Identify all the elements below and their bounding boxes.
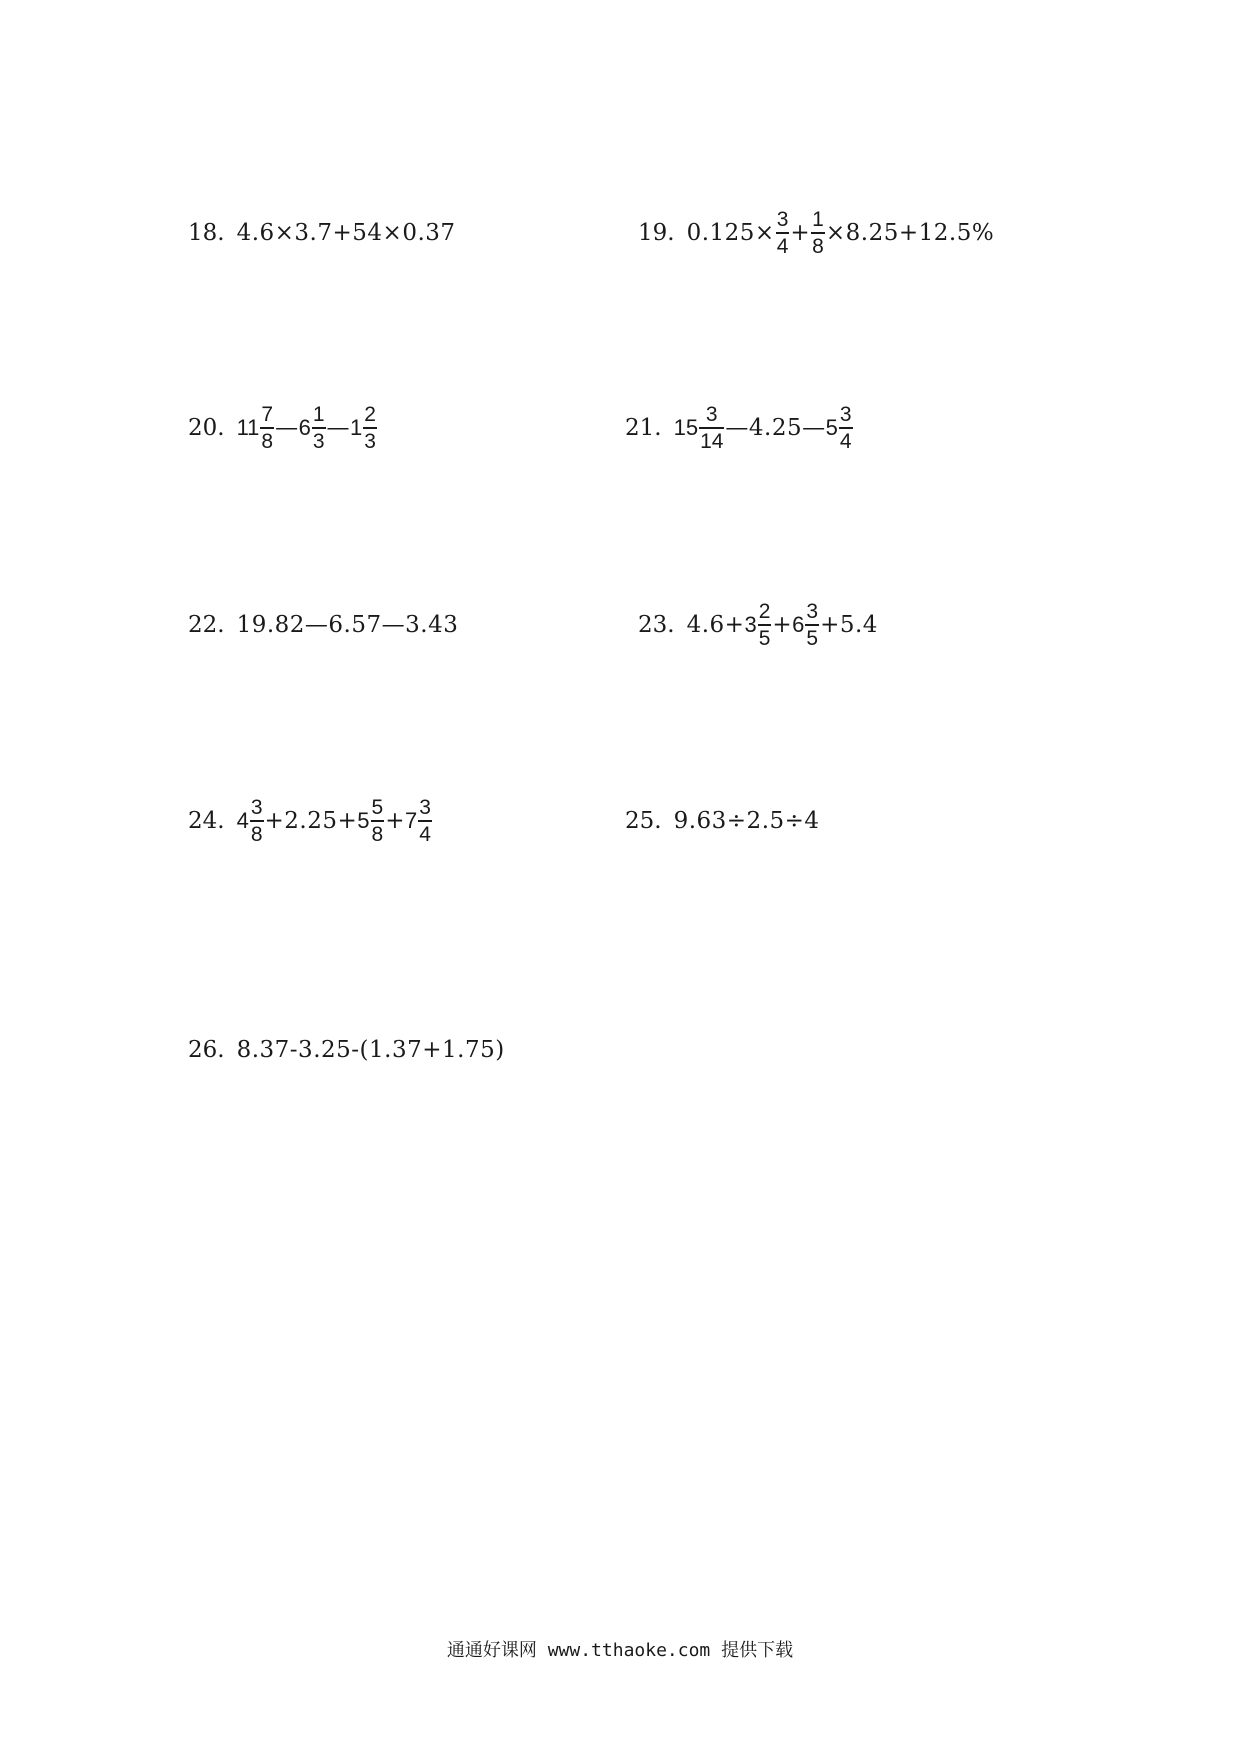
fraction-denominator: 3	[312, 427, 326, 452]
mixed-number-whole: 4	[236, 808, 249, 833]
expression-text: +5.4	[820, 611, 878, 638]
expression-text: 4.6+	[686, 611, 745, 638]
fraction-numerator: 1	[312, 403, 325, 426]
fraction	[371, 797, 385, 845]
fraction-denominator: 5	[758, 624, 772, 649]
footer-credit: 通通好课网 www.tthaoke.com 提供下载	[446, 1640, 794, 1661]
fraction	[250, 797, 264, 845]
fraction-numerator: 7	[261, 403, 274, 426]
expression-text: +2.25+	[264, 807, 358, 834]
problem-25	[625, 791, 820, 851]
expression-text: 0.125×	[686, 219, 775, 246]
fraction-denominator: 4	[418, 820, 432, 845]
math-expression	[673, 807, 820, 834]
expression-text: —	[326, 414, 351, 441]
fraction-denominator: 4	[776, 232, 790, 257]
problem-number: 19.	[638, 219, 675, 246]
problem-number: 20.	[188, 414, 225, 441]
mixed-number-whole: 6	[298, 415, 311, 440]
expression-text: 4.6×3.7+54×0.37	[236, 219, 456, 246]
problem-number: 23.	[638, 611, 675, 638]
problem-number: 18.	[188, 219, 225, 246]
fraction-numerator: 3	[839, 403, 852, 426]
mixed-number-whole: 6	[792, 612, 805, 637]
expression-text: —4.25—	[725, 414, 826, 441]
fraction-numerator: 3	[419, 796, 431, 819]
math-expression	[236, 1036, 505, 1063]
fraction-numerator: 3	[705, 403, 718, 426]
math-expression	[237, 404, 378, 452]
mixed-number-whole: 5	[357, 808, 370, 833]
mixed-number-whole: 5	[825, 415, 838, 440]
math-expression	[237, 797, 433, 845]
problem-number: 26.	[188, 1036, 225, 1063]
problem-24	[188, 791, 433, 851]
fraction-denominator: 8	[250, 820, 264, 845]
fraction-numerator: 2	[364, 403, 376, 426]
expression-text: —	[275, 414, 299, 441]
fraction-numerator: 1	[812, 208, 824, 231]
problem-22	[188, 595, 458, 655]
problem-19	[638, 203, 994, 263]
problem-23	[638, 595, 878, 655]
problem-18	[188, 203, 456, 263]
mixed-number-whole: 7	[405, 808, 418, 833]
fraction-denominator: 4	[839, 427, 853, 452]
fraction-denominator: 8	[260, 427, 274, 452]
expression-text: +	[385, 807, 405, 834]
expression-text: +	[790, 219, 811, 246]
fraction	[363, 404, 377, 452]
expression-text: 8.37-3.25-(1.37+1.75)	[236, 1036, 505, 1063]
problem-26	[188, 1020, 505, 1080]
fraction-numerator: 3	[776, 208, 789, 231]
mixed-number-whole: 3	[744, 612, 757, 637]
problem-21	[625, 398, 854, 458]
fraction	[811, 209, 825, 257]
problem-number: 24.	[188, 807, 225, 834]
expression-text: 19.82—6.57—3.43	[236, 611, 459, 638]
fraction-denominator: 8	[811, 232, 825, 257]
fraction-numerator: 2	[758, 600, 771, 623]
problem-number: 22.	[188, 611, 225, 638]
fraction-denominator: 5	[805, 624, 819, 649]
fraction	[312, 404, 326, 452]
math-expression	[236, 611, 459, 638]
fraction	[260, 404, 274, 452]
mixed-number-whole: 11	[236, 415, 260, 440]
expression-text: +	[772, 611, 793, 638]
fraction-numerator: 3	[806, 600, 819, 623]
fraction	[418, 797, 432, 845]
fraction	[805, 601, 819, 649]
fraction-denominator: 14	[699, 427, 724, 452]
mixed-number-whole: 1	[350, 415, 363, 440]
fraction	[758, 601, 772, 649]
fraction-numerator: 5	[371, 796, 384, 819]
fraction	[699, 404, 724, 452]
fraction-denominator: 8	[371, 820, 385, 845]
fraction-numerator: 3	[250, 796, 263, 819]
problem-number: 25.	[625, 807, 662, 834]
fraction	[776, 209, 790, 257]
math-expression	[687, 209, 995, 257]
math-expression	[236, 219, 456, 246]
problem-number: 21.	[625, 414, 662, 441]
expression-text: ×8.25+12.5%	[825, 219, 995, 246]
mixed-number-whole: 15	[673, 415, 699, 440]
math-expression	[687, 601, 878, 649]
math-expression	[674, 404, 854, 452]
fraction-denominator: 3	[363, 427, 377, 452]
problem-20	[188, 398, 378, 458]
fraction	[839, 404, 853, 452]
expression-text: 9.63÷2.5÷4	[673, 807, 820, 834]
